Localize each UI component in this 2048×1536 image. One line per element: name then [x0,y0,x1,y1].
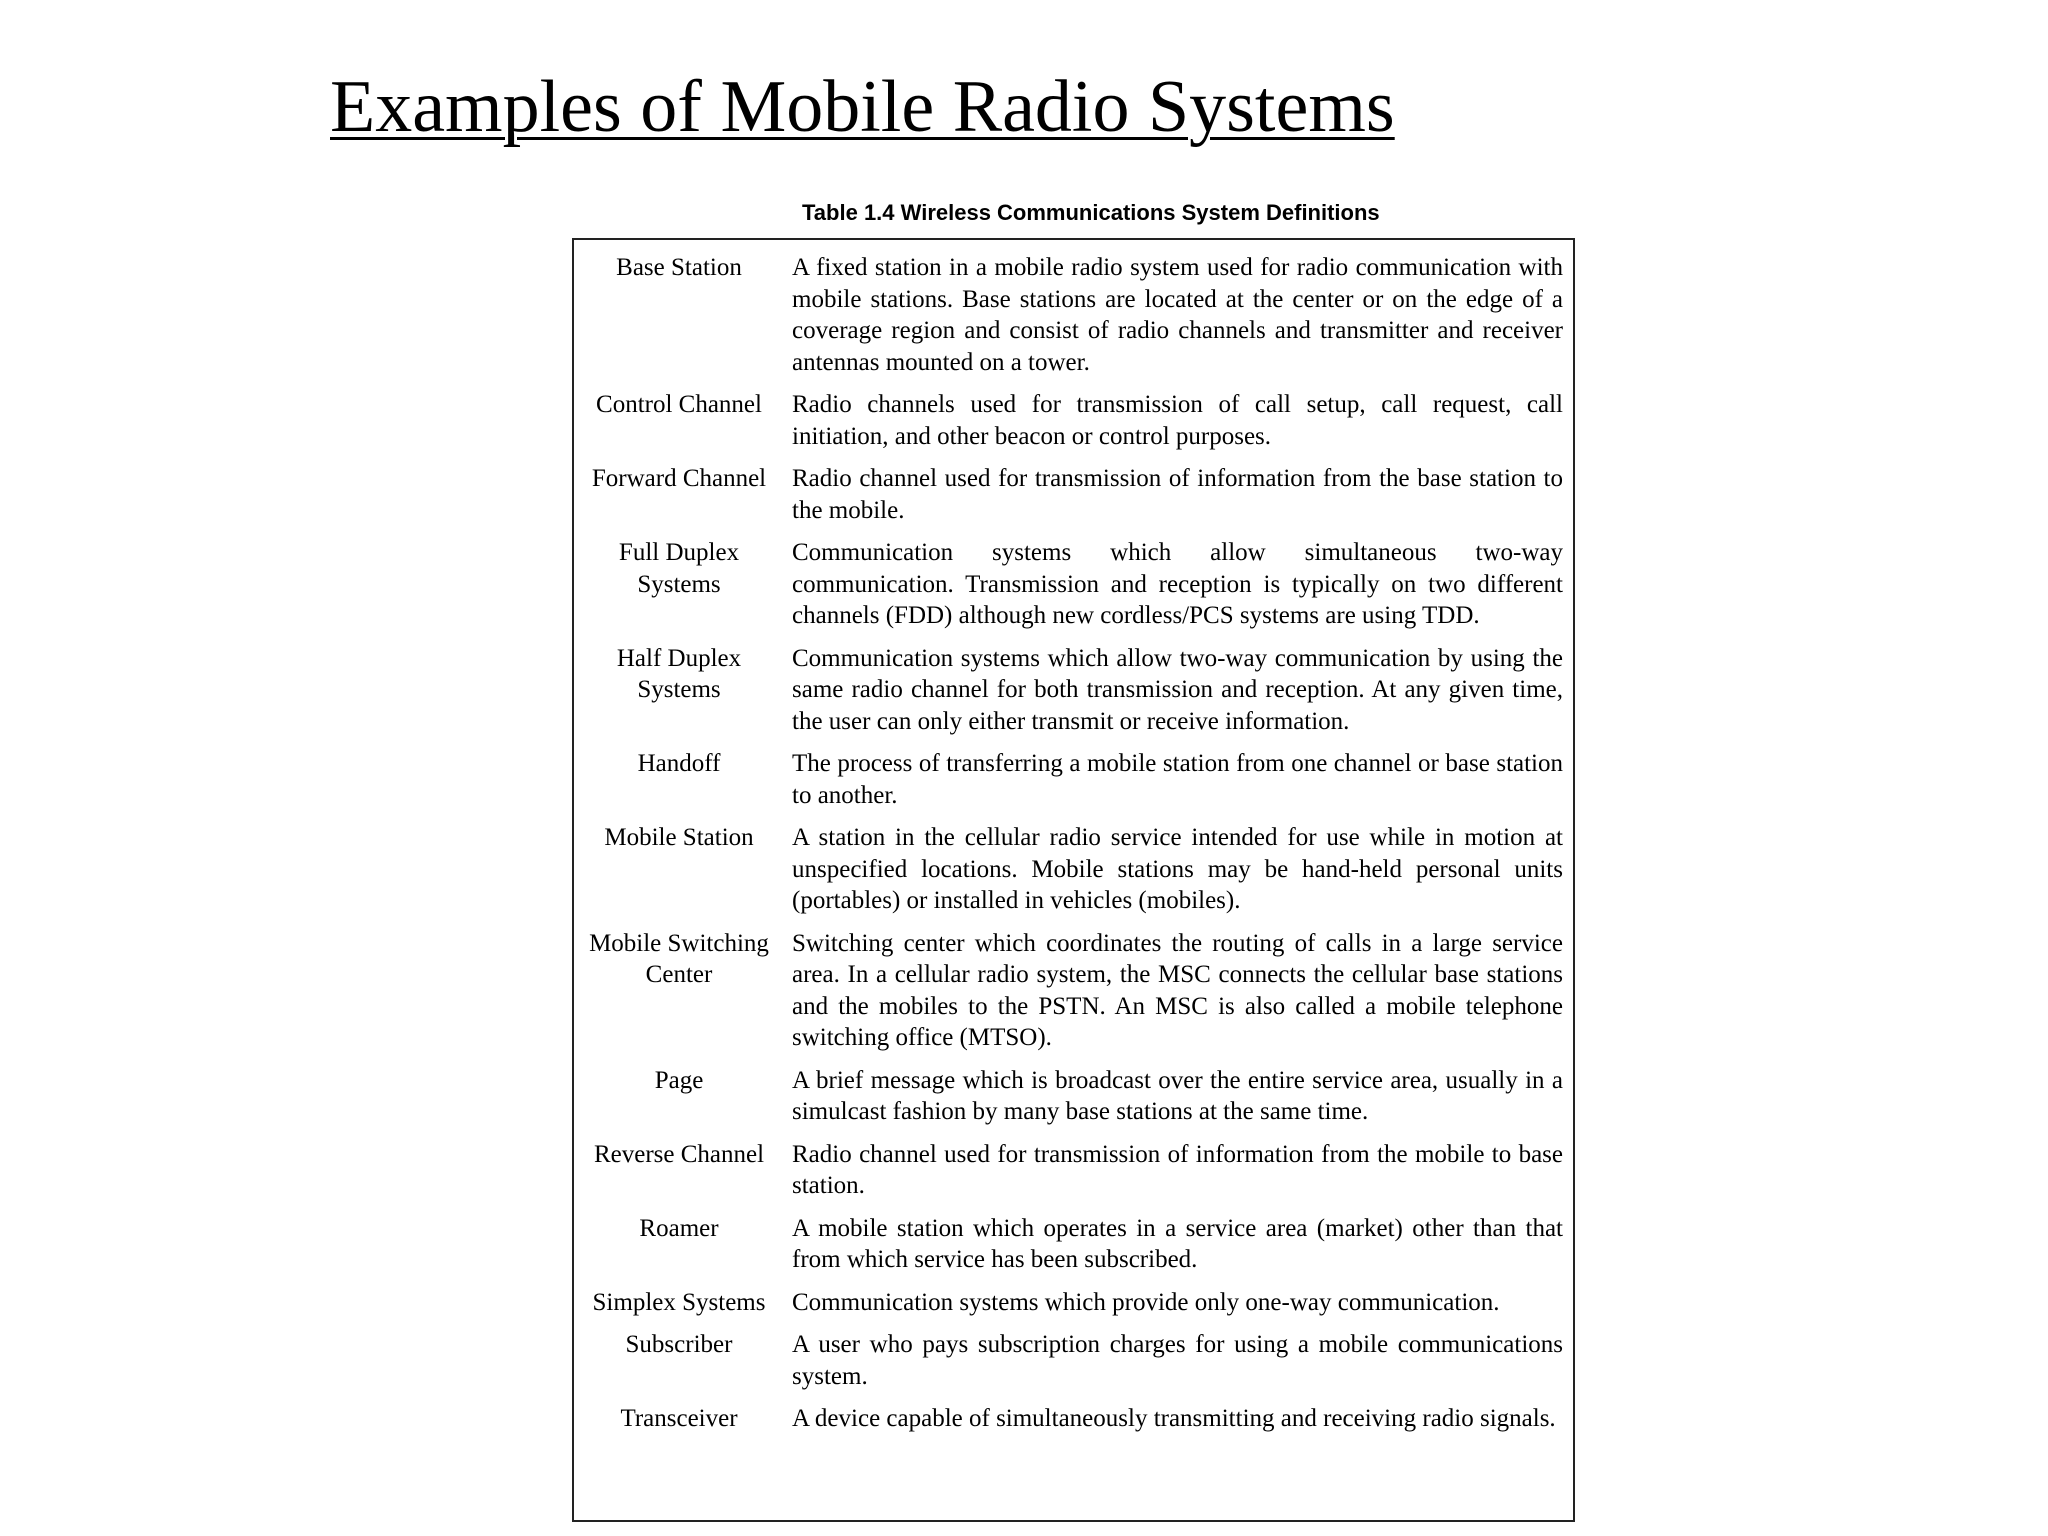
term-cell: Full Duplex Systems [618,539,740,598]
table-row [574,463,1573,537]
term-cell: Subscriber [625,1331,733,1358]
term-cell: Roamer [639,1214,719,1242]
term-cell: Handoff [637,750,721,777]
term-cell: Simplex Systems [592,1288,766,1316]
table-caption: Table 1.4 Wireless Communications System Definitions [802,200,1380,225]
table-row [574,1065,1573,1139]
table-row [574,1139,1573,1213]
term-cell: Reverse Channel [593,1140,765,1168]
term-cell: Half Duplex Systems [616,644,742,703]
definition-cell: The process of transferring a mobile station from one channel or base station to another. [792,750,1563,809]
term-cell: Transceiver [620,1405,738,1432]
definition-cell: A mobile station which operates in a service area (market) other than that from which service has been subscribed. [792,1214,1563,1273]
definition-cell: Communication systems which allow simultaneous two-way communication. Transmission and reception is typically on two different channels (FDD) although new cordless/PCS systems are using TDD. [792,539,1563,629]
table-row [574,1213,1573,1287]
definition-cell: Switching center which coordinates the routing of calls in a large service area. In a cellular radio system, the MSC connects the cellular base stations and the mobiles to the PSTN. An MSC is also called a mobile telephone switching office (MTSO). [792,929,1563,1051]
table-row [574,389,1573,463]
definition-cell: A device capable of simultaneously transmitting and receiving radio signals. [792,1405,1556,1432]
term-cell: Page [654,1066,704,1094]
definition-cell: Radio channel used for transmission of information from the mobile to base station. [792,1140,1563,1199]
table-row [574,252,1573,389]
table-row [574,537,1573,643]
definition-cell: Communication systems which provide only one-way communication. [792,1288,1500,1316]
table-row [574,928,1573,1065]
term-cell: Forward Channel [591,465,767,492]
table-row [574,1287,1573,1330]
definitions-table-frame [572,238,1575,1522]
table-row [574,643,1573,749]
definition-cell: Radio channel used for transmission of information from the base station to the mobile. [792,465,1563,524]
definition-cell: A brief message which is broadcast over the entire service area, usually in a simulcast fashion by many base stations at the same time. [792,1066,1563,1125]
slide-title: Examples of Mobile Radio Systems [330,66,1395,148]
table-row [574,748,1573,822]
definition-cell: A user who pays subscription charges for using a mobile communications system. [792,1331,1563,1390]
definition-cell: A fixed station in a mobile radio system used for radio communication with mobile stations. Base stations are located at the center or on the edge of a coverage region and consist of radio channels and transmitter and receiver antennas mounted on a tower. [792,254,1563,376]
term-cell: Base Station [616,254,742,281]
definitions-table [574,252,1573,1446]
definition-cell: Communication systems which allow two-way communication by using the same radio channel for both transmission and reception. At any given time, the user can only either transmit or receive information. [792,644,1563,735]
table-row [574,822,1573,928]
table-row [574,1403,1573,1446]
term-cell: Mobile Switching Center [589,929,769,988]
term-cell: Mobile Station [604,824,754,851]
definition-cell: A station in the cellular radio service intended for use while in motion at unspecified locations. Mobile stations may be hand-held personal units (portables) or installed in vehicles (mobiles). [792,824,1563,914]
table-row [574,1329,1573,1403]
term-cell: Control Channel [596,391,762,418]
definition-cell: Radio channels used for transmission of call setup, call request, call initiation, and other beacon or control purposes. [792,391,1563,450]
